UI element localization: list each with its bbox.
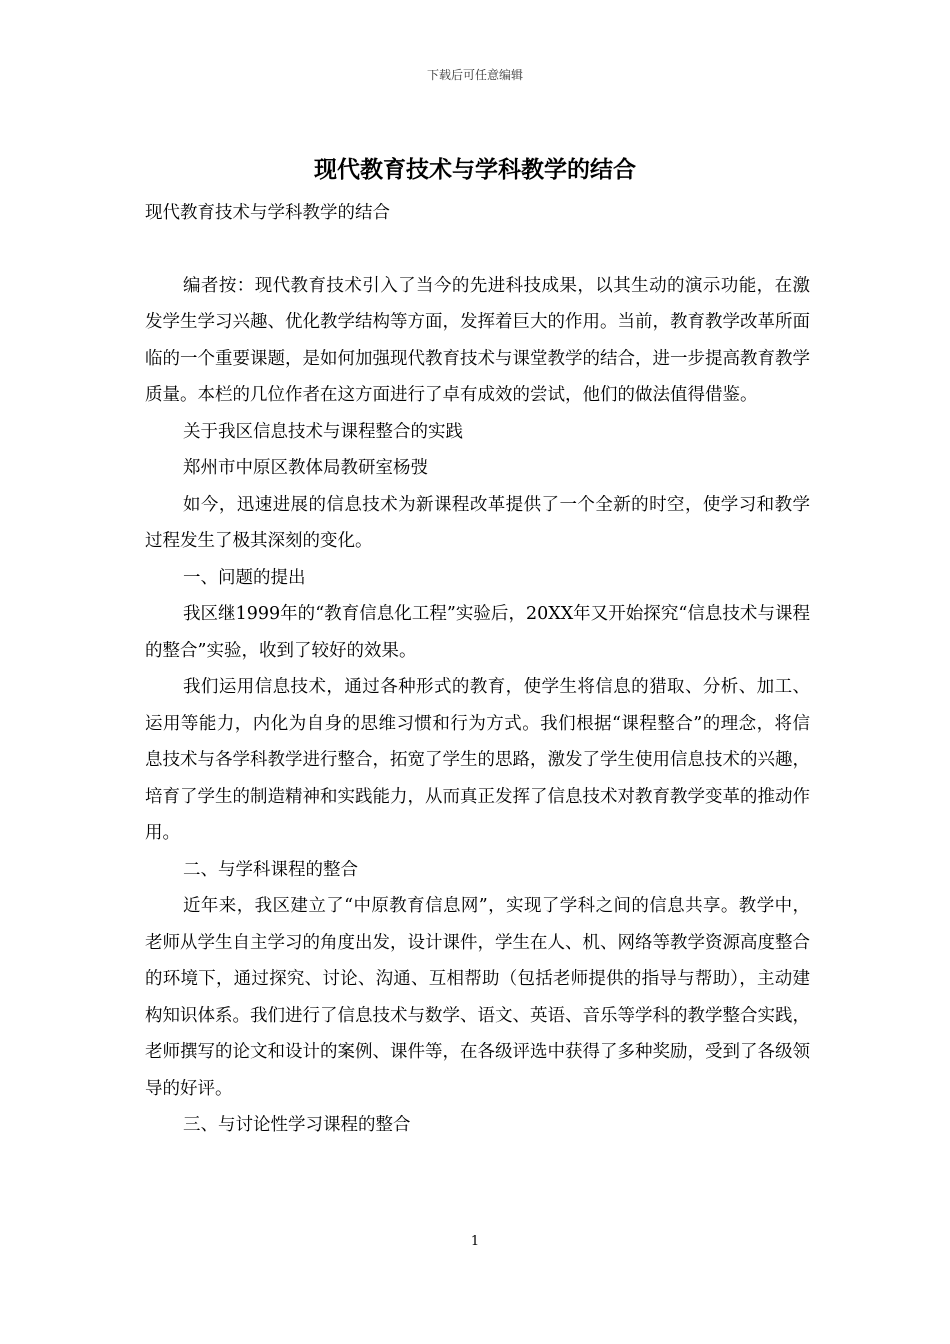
document-title: 现代教育技术与学科教学的结合 xyxy=(314,156,636,183)
paragraph: 如今，迅速进展的信息技术为新课程改革提供了一个全新的时空，使学习和教学过程发生了极其深刻的变化。 xyxy=(145,494,810,551)
document-body xyxy=(145,195,810,1144)
paragraph: 关于我区信息技术与课程整合的实践 xyxy=(183,421,463,442)
paragraph: 近年来，我区建立了“中原教育信息网”，实现了学科之间的信息共享。教学中，老师从学生自主学习的角度出发，设计课件，学生在人、机、网络等教学资源高度整合的环境下，通过探究、讨论、沟通、互相帮助（包括老师提供的指导与帮助），主动建构知识体系。我们进行了信息技术与数学、语文、英语、音乐等学科的教学整合实践，老师撰写的论文和设计的案例、课件等，在各级评选中获得了多种奖励，受到了各级领导的好评。 xyxy=(145,896,810,1099)
paragraph: 郑州市中原区教体局教研室杨弢 xyxy=(183,458,428,478)
paragraph: 三、与讨论性学习课程的整合 xyxy=(183,1115,411,1135)
page-number: 1 xyxy=(470,1234,480,1249)
page-header: 下载后可任意编辑 xyxy=(426,68,523,82)
paragraph: 二、与学科课程的整合 xyxy=(183,859,358,880)
paragraph: 编者按：现代教育技术引入了当今的先进科技成果，以其生动的演示功能，在激发学生学习兴趣、优化教学结构等方面，发挥着巨大的作用。当前，教育教学改革所面临的一个重要课题，是如何加强现代教育技术与课堂教学的结合，进一步提高教育教学质量。本栏的几位作者在这方面进行了卓有成效的尝试，他们的做法值得借鉴。 xyxy=(145,275,810,405)
paragraph: 现代教育技术与学科教学的结合 xyxy=(145,203,390,223)
paragraph: 我们运用信息技术，通过各种形式的教育，使学生将信息的猎取、分析、加工、运用等能力，内化为自身的思维习惯和行为方式。我们根据“课程整合”的理念，将信息技术与各学科教学进行整合，拓宽了学生的思路，激发了学生使用信息技术的兴趣，培育了学生的制造精神和实践能力，从而真正发挥了信息技术对教育教学变革的推动作用。 xyxy=(145,677,810,843)
paragraph: 我区继1999年的“教育信息化工程”实验后，20XX年又开始探究“信息技术与课程的整合”实验，收到了较好的效果。 xyxy=(145,604,810,661)
paragraph: 一、问题的提出 xyxy=(183,567,306,588)
